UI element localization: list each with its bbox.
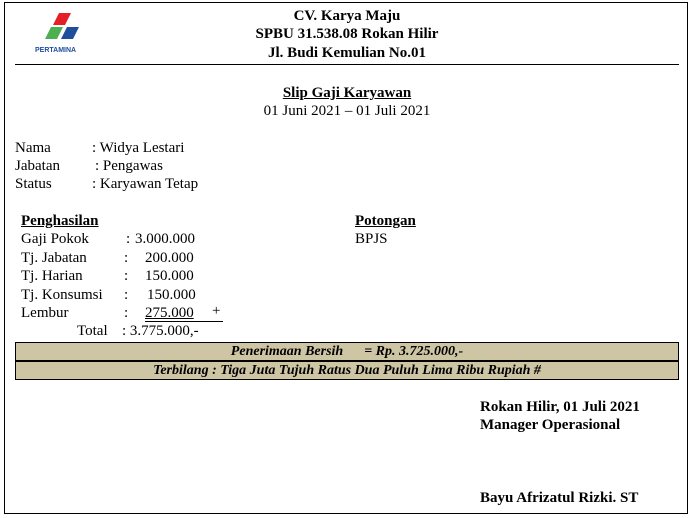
employee-status-label: Status: [15, 176, 52, 192]
net-pay-value: = Rp. 3.725.000,-: [364, 344, 464, 359]
company-address: Jl. Budi Kemulian No.01: [268, 45, 426, 61]
income-value: 3.000.000: [135, 231, 195, 247]
income-total-value: : 3.775.000,-: [122, 323, 199, 339]
income-total-label: Total: [77, 323, 108, 339]
employee-position-label: Jabatan: [15, 158, 60, 174]
income-value: 200.000: [145, 250, 194, 266]
amount-in-words-band: [15, 361, 679, 380]
income-sep: :: [124, 287, 129, 303]
income-sep: :: [124, 250, 129, 266]
employee-name-value: : Widya Lestari: [92, 140, 185, 156]
employee-position-value: : Pengawas: [95, 158, 163, 174]
amount-in-words: Terbilang : Tiga Juta Tujuh Ratus Dua Puluh Lima Ribu Rupiah #: [153, 363, 541, 378]
income-value: 275.000: [145, 305, 194, 321]
income-sep: :: [124, 305, 129, 321]
spbu-name: SPBU 31.538.08 Rokan Hilir: [255, 26, 439, 42]
income-plus-sign: +: [212, 303, 221, 319]
net-pay-band: [15, 342, 679, 361]
deductions-heading: Potongan: [355, 213, 416, 229]
income-label: Tj. Jabatan: [21, 250, 87, 266]
signature-place-date: Rokan Hilir, 01 Juli 2021: [480, 399, 640, 415]
signature-position: Manager Operasional: [480, 417, 621, 433]
signature-name: Bayu Afrizatul Rizki. ST: [480, 490, 639, 506]
income-value: 150.000: [145, 268, 194, 284]
net-pay-label: Penerimaan Bersih: [230, 344, 344, 359]
income-label: Tj. Konsumsi: [21, 287, 103, 303]
income-value: 150.000: [147, 287, 196, 303]
salary-slip: [4, 2, 688, 514]
income-sep: :: [126, 231, 131, 247]
deduction-item: BPJS: [355, 231, 388, 247]
income-label: Tj. Harian: [21, 268, 83, 284]
employee-status-value: : Karyawan Tetap: [92, 176, 199, 192]
slip-period: 01 Juni 2021 – 01 Juli 2021: [263, 103, 431, 119]
logo-brand-text: PERTAMINA: [35, 47, 77, 54]
income-label: Gaji Pokok: [21, 231, 89, 247]
income-label: Lembur: [21, 305, 69, 321]
header-divider: [15, 64, 679, 65]
income-heading: Penghasilan: [21, 213, 99, 229]
employee-name-label: Nama: [15, 140, 51, 156]
company-name: CV. Karya Maju: [293, 8, 401, 24]
slip-title: Slip Gaji Karyawan: [282, 85, 412, 101]
sum-line: [145, 321, 223, 322]
income-sep: :: [124, 268, 129, 284]
